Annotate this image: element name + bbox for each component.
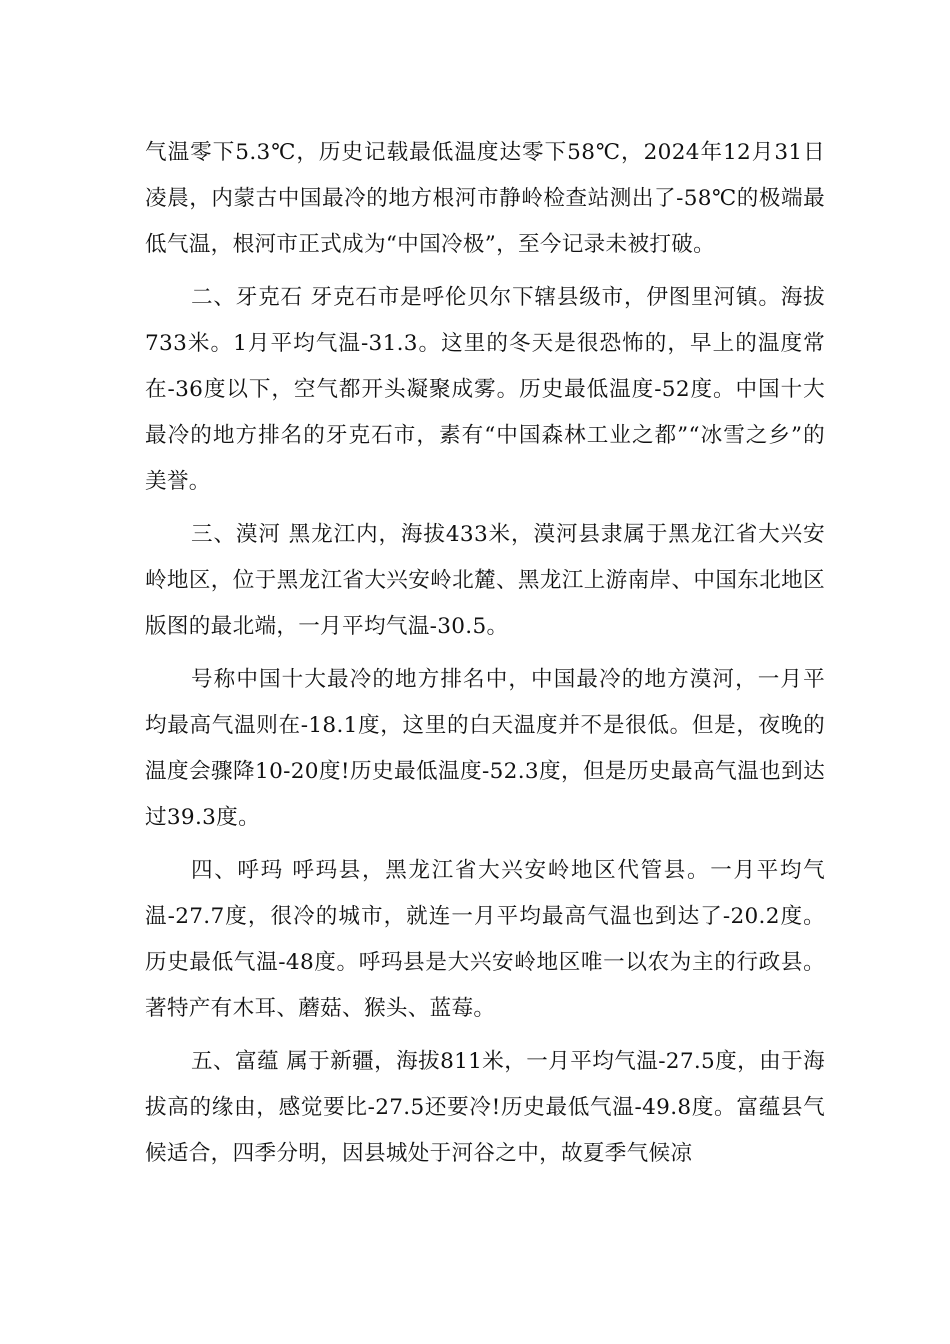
paragraph-mohe-details: 号称中国十大最冷的地方排名中，中国最冷的地方漠河，一月平均最高气温则在-18.1度，这里的白天温度并不是很低。但是，夜晚的温度会骤降10-20度!历史最低温度-52.3度，但是历史最高气温也到达过39.3度。 (145, 667, 825, 830)
paragraph-yakeshi: 二、牙克石 牙克石市是呼伦贝尔下辖县级市，伊图里河镇。海拔733米。1月平均气温-31.3。这里的冬天是很恐怖的，早上的温度常在-36度以下，空气都开头凝聚成雾。历史最低温度-52度。中国十大最冷的地方排名的牙克石市，素有“中国森林工业之都”“冰雪之乡”的美誉。 (145, 285, 825, 494)
paragraph-genhe-continued: 气温零下5.3℃，历史记载最低温度达零下58℃，2024年12月31日凌晨，内蒙古中国最冷的地方根河市静岭检查站测出了-58℃的极端最低气温，根河市正式成为“中国冷极”，至今记录未被打破。 (145, 140, 825, 257)
document-body (145, 130, 825, 1184)
paragraph-fuyun: 五、富蕴 属于新疆，海拔811米，一月平均气温-27.5度，由于海拔高的缘由，感觉要比-27.5还要冷!历史最低气温-49.8度。富蕴县气候适合，四季分明，因县城处于河谷之中，故夏季气候凉 (145, 1049, 825, 1166)
paragraph-huma: 四、呼玛 呼玛县，黑龙江省大兴安岭地区代管县。一月平均气温-27.7度，很冷的城市，就连一月平均最高气温也到达了-20.2度。历史最低气温-48度。呼玛县是大兴安岭地区唯一以农为主的行政县。著特产有木耳、蘑菇、猴头、蓝莓。 (145, 858, 825, 1021)
paragraph-mohe: 三、漠河 黑龙江内，海拔433米，漠河县隶属于黑龙江省大兴安岭地区，位于黑龙江省大兴安岭北麓、黑龙江上游南岸、中国东北地区版图的最北端，一月平均气温-30.5。 (145, 522, 825, 639)
